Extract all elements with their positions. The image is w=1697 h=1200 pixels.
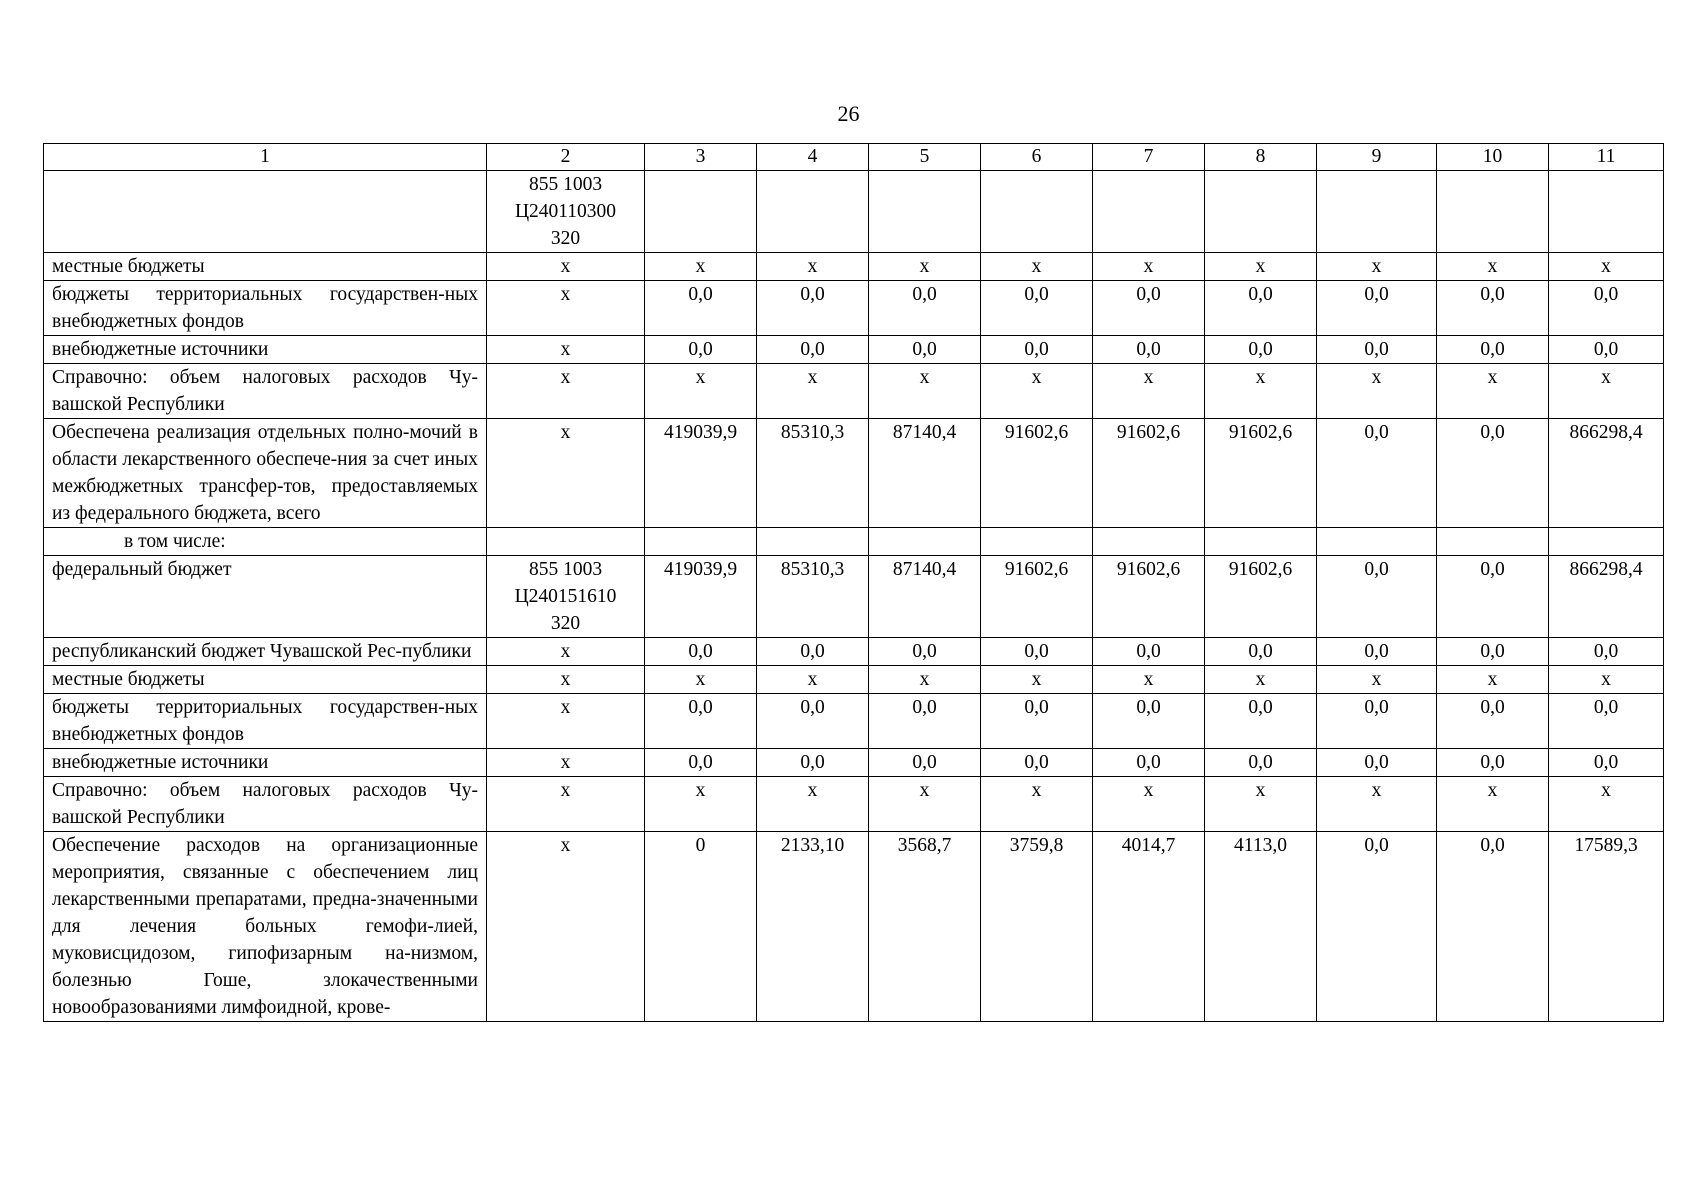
row-label: Справочно: объем налоговых расходов Чу-вашской Республики bbox=[44, 364, 487, 419]
budget-code-line: x bbox=[560, 780, 571, 801]
value-cell: 85310,3 bbox=[757, 419, 869, 528]
value-cell: 0,0 bbox=[869, 749, 981, 777]
page-number: 26 bbox=[837, 101, 860, 126]
column-number-header: 1 bbox=[44, 144, 487, 171]
value-cell: 87140,4 bbox=[869, 556, 981, 638]
value-cell: 866298,4 bbox=[1549, 419, 1664, 528]
value-cell: x bbox=[1205, 666, 1317, 694]
value-cell: 0,0 bbox=[869, 694, 981, 749]
value-cell: 866298,4 bbox=[1549, 556, 1664, 638]
value-cell: x bbox=[1549, 364, 1664, 419]
value-cell: x bbox=[757, 364, 869, 419]
value-cell bbox=[1205, 171, 1317, 253]
value-cell: x bbox=[1093, 777, 1205, 832]
value-cell: x bbox=[645, 777, 757, 832]
budget-code-line: x bbox=[560, 641, 571, 662]
value-cell: 0,0 bbox=[981, 336, 1093, 364]
column-number-header: 6 bbox=[981, 144, 1093, 171]
row-label: в том числе: bbox=[44, 528, 487, 556]
table-row bbox=[44, 528, 1664, 556]
value-cell bbox=[1093, 171, 1205, 253]
budget-code-cell bbox=[487, 749, 645, 777]
value-cell: x bbox=[1549, 666, 1664, 694]
value-cell: 0,0 bbox=[1317, 749, 1437, 777]
column-number-header: 7 bbox=[1093, 144, 1205, 171]
budget-code-cell bbox=[487, 253, 645, 281]
budget-code-line: x bbox=[560, 835, 571, 856]
column-number-header: 4 bbox=[757, 144, 869, 171]
table-row bbox=[44, 253, 1664, 281]
value-cell bbox=[1437, 171, 1549, 253]
table-body bbox=[44, 144, 1664, 1022]
table-row bbox=[44, 364, 1664, 419]
row-label bbox=[44, 171, 487, 253]
value-cell: 0,0 bbox=[1317, 694, 1437, 749]
budget-code-cell bbox=[487, 777, 645, 832]
value-cell: 0,0 bbox=[1205, 281, 1317, 336]
value-cell: 0,0 bbox=[757, 336, 869, 364]
row-label: Справочно: объем налоговых расходов Чу-вашской Республики bbox=[44, 777, 487, 832]
value-cell: 85310,3 bbox=[757, 556, 869, 638]
table-row bbox=[44, 832, 1664, 1022]
value-cell: 0,0 bbox=[1317, 281, 1437, 336]
value-cell bbox=[1317, 171, 1437, 253]
budget-code-cell bbox=[487, 281, 645, 336]
column-number-header: 3 bbox=[645, 144, 757, 171]
value-cell bbox=[645, 528, 757, 556]
budget-code-cell bbox=[487, 638, 645, 666]
value-cell: 0,0 bbox=[1093, 638, 1205, 666]
value-cell: 0,0 bbox=[1549, 749, 1664, 777]
value-cell: 0,0 bbox=[645, 749, 757, 777]
value-cell: x bbox=[757, 777, 869, 832]
value-cell: x bbox=[1317, 777, 1437, 832]
value-cell: 2133,10 bbox=[757, 832, 869, 1022]
value-cell: x bbox=[1317, 253, 1437, 281]
budget-code-cell bbox=[487, 556, 645, 638]
column-number-header: 11 bbox=[1549, 144, 1664, 171]
row-label: внебюджетные источники bbox=[44, 336, 487, 364]
row-label: местные бюджеты bbox=[44, 253, 487, 281]
value-cell bbox=[1549, 171, 1664, 253]
value-cell: x bbox=[1093, 364, 1205, 419]
budget-code-cell bbox=[487, 336, 645, 364]
value-cell: 0,0 bbox=[1317, 419, 1437, 528]
budget-code-line: 855 1003 bbox=[528, 559, 603, 580]
value-cell: 0,0 bbox=[1317, 556, 1437, 638]
value-cell: 0,0 bbox=[757, 694, 869, 749]
value-cell: 0,0 bbox=[869, 281, 981, 336]
value-cell: 0,0 bbox=[1437, 336, 1549, 364]
value-cell: 3759,8 bbox=[981, 832, 1093, 1022]
value-cell: 0,0 bbox=[1437, 638, 1549, 666]
value-cell: 419039,9 bbox=[645, 556, 757, 638]
value-cell: 0,0 bbox=[981, 638, 1093, 666]
value-cell: x bbox=[869, 666, 981, 694]
value-cell: 0,0 bbox=[757, 281, 869, 336]
budget-code-line: x bbox=[560, 422, 571, 443]
value-cell: 91602,6 bbox=[1093, 419, 1205, 528]
row-label: федеральный бюджет bbox=[44, 556, 487, 638]
value-cell: 91602,6 bbox=[1093, 556, 1205, 638]
value-cell: x bbox=[1549, 777, 1664, 832]
budget-table bbox=[43, 143, 1664, 1022]
value-cell: 91602,6 bbox=[981, 419, 1093, 528]
value-cell: 0,0 bbox=[1317, 638, 1437, 666]
budget-code-line: 855 1003 bbox=[528, 174, 603, 195]
budget-code-cell bbox=[487, 171, 645, 253]
value-cell: 0,0 bbox=[645, 281, 757, 336]
value-cell: x bbox=[1437, 364, 1549, 419]
value-cell: x bbox=[869, 253, 981, 281]
row-label: Обеспечена реализация отдельных полно-мочий в области лекарственного обеспече-ния за счет иных межбюджетных трансфер-тов, предоставляемых из федерального бюджета, всего bbox=[44, 419, 487, 528]
value-cell: 0,0 bbox=[645, 694, 757, 749]
value-cell: 0,0 bbox=[757, 638, 869, 666]
budget-code-line: 320 bbox=[550, 613, 581, 634]
column-number-header-row bbox=[44, 144, 1664, 171]
value-cell: x bbox=[1549, 253, 1664, 281]
value-cell: x bbox=[981, 666, 1093, 694]
budget-code-cell bbox=[487, 694, 645, 749]
value-cell: 0,0 bbox=[1317, 832, 1437, 1022]
value-cell: x bbox=[869, 777, 981, 832]
value-cell bbox=[645, 171, 757, 253]
value-cell bbox=[1317, 528, 1437, 556]
value-cell: 0,0 bbox=[1205, 638, 1317, 666]
value-cell: 0,0 bbox=[645, 336, 757, 364]
value-cell: 0 bbox=[645, 832, 757, 1022]
value-cell: x bbox=[869, 364, 981, 419]
value-cell bbox=[1093, 528, 1205, 556]
value-cell bbox=[869, 528, 981, 556]
value-cell bbox=[1205, 528, 1317, 556]
value-cell bbox=[1437, 528, 1549, 556]
row-label: республиканский бюджет Чувашской Рес-публики bbox=[44, 638, 487, 666]
value-cell bbox=[981, 171, 1093, 253]
value-cell: x bbox=[1093, 253, 1205, 281]
table-row bbox=[44, 694, 1664, 749]
budget-code-line: x bbox=[560, 752, 571, 773]
value-cell bbox=[757, 528, 869, 556]
value-cell bbox=[981, 528, 1093, 556]
row-label: бюджеты территориальных государствен-ных внебюджетных фондов bbox=[44, 694, 487, 749]
value-cell: x bbox=[1205, 777, 1317, 832]
table-row bbox=[44, 281, 1664, 336]
value-cell: 0,0 bbox=[981, 281, 1093, 336]
value-cell: 0,0 bbox=[1437, 419, 1549, 528]
value-cell: 0,0 bbox=[1437, 556, 1549, 638]
value-cell: x bbox=[1093, 666, 1205, 694]
value-cell: 0,0 bbox=[1437, 749, 1549, 777]
budget-code-cell bbox=[487, 528, 645, 556]
value-cell: 0,0 bbox=[1317, 336, 1437, 364]
value-cell: 0,0 bbox=[1205, 694, 1317, 749]
budget-code-cell bbox=[487, 419, 645, 528]
value-cell: 0,0 bbox=[869, 336, 981, 364]
value-cell: 4014,7 bbox=[1093, 832, 1205, 1022]
table-row bbox=[44, 336, 1664, 364]
value-cell: 0,0 bbox=[1093, 749, 1205, 777]
value-cell bbox=[869, 171, 981, 253]
column-number-header: 8 bbox=[1205, 144, 1317, 171]
value-cell: 0,0 bbox=[1549, 638, 1664, 666]
value-cell bbox=[757, 171, 869, 253]
budget-code-line: Ц240110300 bbox=[514, 201, 617, 222]
value-cell: x bbox=[981, 777, 1093, 832]
value-cell: 4113,0 bbox=[1205, 832, 1317, 1022]
value-cell: 87140,4 bbox=[869, 419, 981, 528]
column-number-header: 10 bbox=[1437, 144, 1549, 171]
value-cell bbox=[1549, 528, 1664, 556]
value-cell: x bbox=[1437, 777, 1549, 832]
table-row bbox=[44, 638, 1664, 666]
value-cell: 0,0 bbox=[757, 749, 869, 777]
value-cell: 0,0 bbox=[1205, 336, 1317, 364]
budget-code-line: x bbox=[560, 367, 571, 388]
value-cell: x bbox=[1205, 253, 1317, 281]
budget-code-line: Ц240151610 bbox=[514, 586, 617, 607]
value-cell: x bbox=[1205, 364, 1317, 419]
table-row bbox=[44, 556, 1664, 638]
value-cell: 0,0 bbox=[981, 694, 1093, 749]
value-cell: x bbox=[645, 666, 757, 694]
budget-code-line: x bbox=[560, 669, 571, 690]
row-label: местные бюджеты bbox=[44, 666, 487, 694]
table-row bbox=[44, 171, 1664, 253]
budget-code-line: x bbox=[560, 284, 571, 305]
value-cell: x bbox=[981, 364, 1093, 419]
value-cell: 0,0 bbox=[1437, 694, 1549, 749]
column-number-header: 2 bbox=[487, 144, 645, 171]
table-row bbox=[44, 419, 1664, 528]
budget-code-line: 320 bbox=[550, 228, 581, 249]
value-cell: 0,0 bbox=[869, 638, 981, 666]
budget-code-line: x bbox=[560, 697, 571, 718]
value-cell: 91602,6 bbox=[1205, 556, 1317, 638]
value-cell: 0,0 bbox=[1549, 281, 1664, 336]
budget-code-line: x bbox=[560, 256, 571, 277]
value-cell: x bbox=[1317, 364, 1437, 419]
value-cell: 91602,6 bbox=[1205, 419, 1317, 528]
value-cell: 3568,7 bbox=[869, 832, 981, 1022]
value-cell: 17589,3 bbox=[1549, 832, 1664, 1022]
value-cell: 419039,9 bbox=[645, 419, 757, 528]
value-cell: 0,0 bbox=[981, 749, 1093, 777]
value-cell: x bbox=[645, 364, 757, 419]
value-cell: 0,0 bbox=[1093, 336, 1205, 364]
value-cell: x bbox=[1437, 253, 1549, 281]
table-row bbox=[44, 777, 1664, 832]
value-cell: x bbox=[981, 253, 1093, 281]
table-row bbox=[44, 666, 1664, 694]
value-cell: 0,0 bbox=[645, 638, 757, 666]
value-cell: 0,0 bbox=[1205, 749, 1317, 777]
value-cell: 91602,6 bbox=[981, 556, 1093, 638]
value-cell: x bbox=[645, 253, 757, 281]
value-cell: 0,0 bbox=[1093, 694, 1205, 749]
column-number-header: 5 bbox=[869, 144, 981, 171]
budget-code-cell bbox=[487, 832, 645, 1022]
budget-code-cell bbox=[487, 666, 645, 694]
value-cell: x bbox=[1317, 666, 1437, 694]
row-label: Обеспечение расходов на организационные мероприятия, связанные с обеспечением лиц лекарственными препаратами, предна-значенными для лечения больных гемофи-лией, муковисцидозом, гипофизарным на-низмом, болезнью Гоше, злокачественными новообразованиями лимфоидной, крове- bbox=[44, 832, 487, 1022]
value-cell: 0,0 bbox=[1093, 281, 1205, 336]
value-cell: 0,0 bbox=[1549, 694, 1664, 749]
value-cell: 0,0 bbox=[1437, 281, 1549, 336]
row-label: бюджеты территориальных государствен-ных внебюджетных фондов bbox=[44, 281, 487, 336]
value-cell: x bbox=[757, 253, 869, 281]
column-number-header: 9 bbox=[1317, 144, 1437, 171]
value-cell: x bbox=[757, 666, 869, 694]
row-label: внебюджетные источники bbox=[44, 749, 487, 777]
value-cell: 0,0 bbox=[1437, 832, 1549, 1022]
budget-code-line: x bbox=[560, 339, 571, 360]
table-row bbox=[44, 749, 1664, 777]
value-cell: 0,0 bbox=[1549, 336, 1664, 364]
budget-code-cell bbox=[487, 364, 645, 419]
value-cell: x bbox=[1437, 666, 1549, 694]
